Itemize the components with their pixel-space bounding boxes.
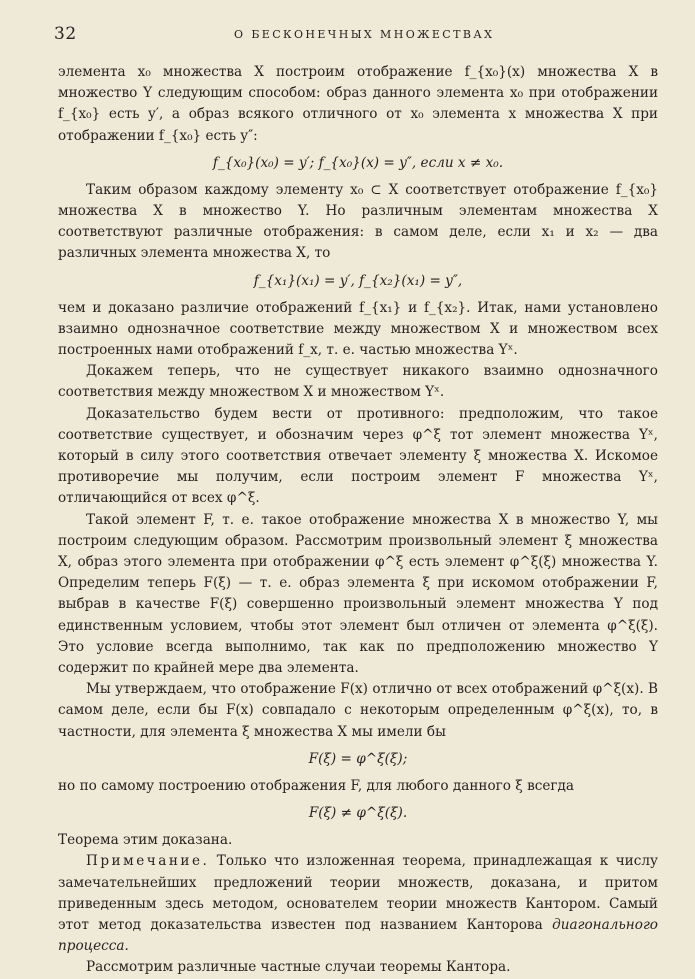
formula-3: F(ξ) = φ^ξ(ξ); [308,750,408,767]
paragraph-9: Теорема этим доказана. [58,832,233,849]
formula-1: f_{x₀}(x₀) = y′; f_{x₀}(x) = y″, если x ≠ x₀. [212,154,504,171]
paragraph-2: Таким образом каждому элементу x₀ ⊂ X соответствует отображение f_{x₀} множества X в множество Y. Но различным элементам множества X соответствуют различные отображения: в самом деле, если x₁ и x₂ — два различных элемента множества X, то [58,181,658,262]
running-title: О БЕСКОНЕЧНЫХ МНОЖЕСТВАХ [234,28,495,41]
page-header [0,24,695,48]
paragraph-4: Докажем теперь, что не существует никакого взаимно однозначного соответствия между множеством X и множеством Yˣ. [58,363,658,401]
remark-label: Примечание. [86,853,210,870]
formula-2: f_{x₁}(x₁) = y′, f_{x₂}(x₁) = y″, [253,272,463,289]
paragraph-5: Доказательство будем вести от противного: предположим, что такое соответствие существует, и обозначим через φ^ξ тот элемент множества Yˣ, который в силу этого соответствия отвечает элементу ξ множества X. Искомое противоречие мы получим, если построим элемент F множества Yˣ, отличающийся от всех φ^ξ. [58,405,658,507]
paragraph-10 [58,851,658,957]
formula-4: F(ξ) ≠ φ^ξ(ξ). [308,805,408,822]
paragraph-1: элемента x₀ множества X построим отображение f_{x₀}(x) множества X в множество Y следующим способом: образ данного элемента x₀ при отображении f_{x₀} есть y′, а образ всякого отличного от x₀ элемента x множества X при отображении f_{x₀} есть y″: [58,64,658,144]
paragraph-8: но по самому построению отображения F, для любого данного ξ всегда [58,777,574,794]
page-body [58,62,658,979]
paragraph-11: Рассмотрим различные частные случаи теоремы Кантора. [86,959,511,976]
remark-emphasis: диагонального процесса. [58,916,658,955]
paragraph-3: чем и доказано различие отображений f_{x₁} и f_{x₂}. Итак, нами установлено взаимно однозначное соответствие между множеством X и множеством всех построенных нами отображений f_x, т. е. частью множества Yˣ. [58,299,658,359]
page-number: 32 [54,24,77,44]
paragraph-6: Такой элемент F, т. е. такое отображение множества X в множество Y, мы построим следующим образом. Рассмотрим произвольный элемент ξ множества X, образ этого элемента при отображении φ^ξ есть элемент φ^ξ(ξ) множества Y. Определим теперь F(ξ) — т. е. образ элемента ξ при искомом отображении F, выбрав в качестве F(ξ) совершенно произвольный элемент множества Y под единственным условием, чтобы этот элемент был отличен от элемента φ^ξ(ξ). Это условие всегда выполнимо, так как по предположению множество Y содержит по крайней мере два элемента. [58,511,658,677]
remark-text: Только что изложенная теорема, принадлежащая к числу замечательнейших предложений теории множеств, доказана, и притом приведенным здесь методом, основателем теории множеств Кантором. Самый этот метод доказательства известен под названием Канторова [58,853,658,933]
paragraph-7: Мы утверждаем, что отображение F(x) отлично от всех отображений φ^ξ(x). В самом деле, если бы F(x) совпадало с некоторым определенным φ^ξ(x), то, в частности, для элемента ξ множества X мы имели бы [58,681,658,740]
